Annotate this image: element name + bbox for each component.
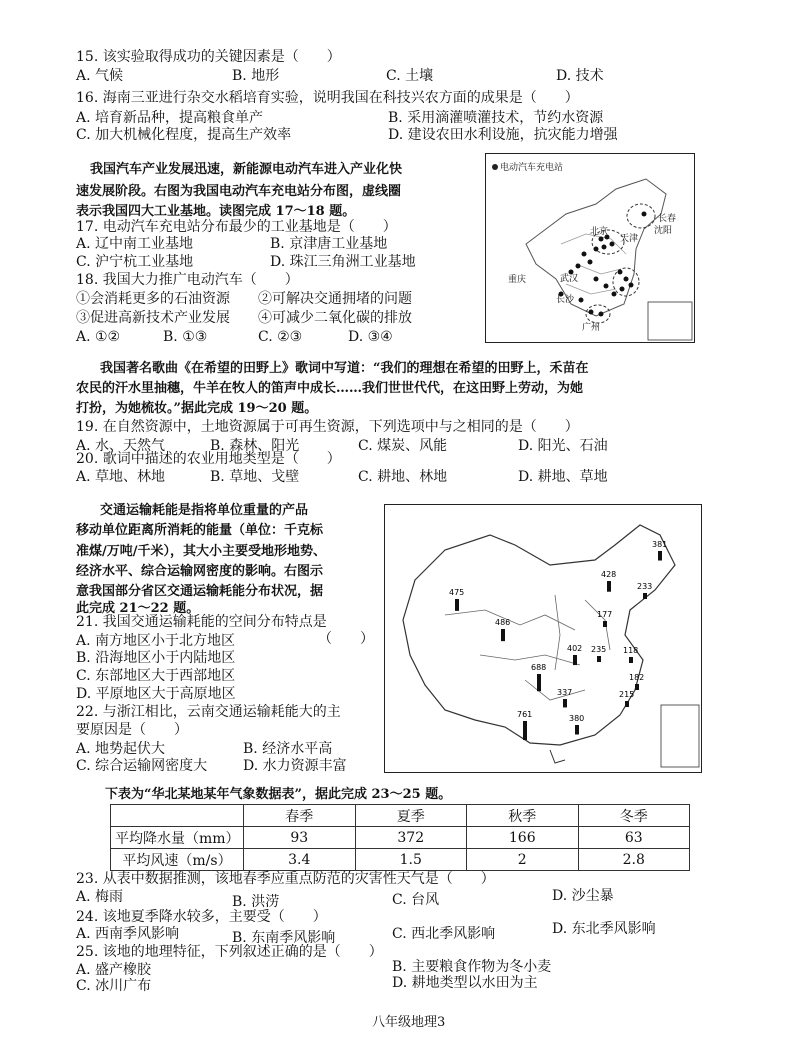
table-header-cell: 冬季: [578, 805, 690, 827]
q18-item-2: ②可解决交通拥堵的问题: [258, 291, 412, 307]
table-cell: 2: [467, 849, 579, 871]
q21-answer-paren: （ ）: [318, 631, 374, 647]
q25-option-a: A. 盛产橡胶: [76, 962, 152, 978]
table-header-row: [111, 805, 690, 827]
energy-bar: [607, 581, 611, 592]
q18-option-c: C. ②③: [258, 329, 303, 345]
q23-option-a: A. 梅雨: [76, 889, 124, 905]
map-label-wuhan: 武汉: [560, 274, 579, 284]
q19-stem: 19. 在自然资源中，土地资源属于可再生资源，下列选项中与之相同的是（ ）: [76, 419, 579, 435]
q24-option-c: C. 西北季风影响: [392, 926, 496, 942]
passage3-line-3: 准煤/万吨/千米），其大小主要受地形地势、: [76, 544, 326, 559]
energy-value-label: 233: [637, 582, 653, 591]
energy-bar: [501, 629, 505, 641]
table-cell: 93: [244, 827, 356, 849]
q17-option-c: C. 沪宁杭工业基地: [76, 254, 194, 270]
energy-bar: [573, 655, 577, 665]
ev-map-graphic: [486, 154, 694, 342]
q21-option-b: B. 沿海地区小于内陆地区: [76, 650, 236, 666]
map-label-guangzhou: 广州: [582, 323, 601, 333]
q19-option-a: A. 水、天然气: [76, 438, 166, 454]
table-row: [111, 849, 690, 871]
q16-option-c: C. 加大机械化程度，提高生产效率: [76, 127, 292, 143]
table-cell: 372: [355, 827, 467, 849]
q20-option-d: D. 耕地、草地: [518, 469, 608, 485]
q19-option-c: C. 煤炭、风能: [358, 438, 448, 454]
energy-value-label: 475: [449, 588, 465, 597]
q22-option-a: A. 地势起伏大: [76, 741, 166, 757]
energy-value-label: 381: [652, 540, 668, 549]
q23-option-c: C. 台风: [392, 892, 440, 908]
q22-option-b: B. 经济水平高: [243, 741, 333, 757]
table-header-cell: 秋季: [467, 805, 579, 827]
energy-value-label: 380: [569, 714, 585, 723]
table-header-cell: [111, 805, 244, 827]
q18-stem: 18. 我国大力推广电动汽车（ ）: [76, 272, 299, 288]
table-row-label: 平均风速（m/s）: [111, 849, 244, 871]
q18-option-b: B. ①③: [163, 329, 208, 345]
q15-option-b: B. 地形: [232, 68, 280, 84]
table-cell: 63: [578, 827, 690, 849]
energy-value-label: 688: [531, 663, 547, 672]
passage1-line-2: 速发展阶段。右图为我国电动汽车充电站分布图，虚线圈: [76, 184, 402, 199]
q21-stem: 21. 我国交通运输耗能的空间分布特点是: [76, 614, 327, 630]
q21-option-d: D. 平原地区大于高原地区: [76, 686, 236, 702]
q17-option-d: D. 珠江三角洲工业基地: [270, 254, 416, 270]
q22-stem-line-2: 要原因是（ ）: [76, 722, 188, 738]
energy-bar: [537, 674, 541, 691]
energy-bar: [629, 657, 633, 663]
table-cell: 2.8: [578, 849, 690, 871]
table-header-cell: 春季: [244, 805, 356, 827]
q17-stem: 17. 电动汽车充电站分布最少的工业基地是（ ）: [76, 219, 397, 235]
q24-option-b: B. 东南季风影响: [232, 930, 336, 946]
passage2-line-3: 打扮，为她梳妆。”据此完成 19～20 题。: [76, 401, 318, 416]
q25-option-c: C. 冰川广布: [76, 978, 152, 994]
q17-option-b: B. 京津唐工业基地: [270, 236, 388, 252]
q16-stem: 16. 海南三亚进行杂交水稻培育实验，说明我国在科技兴农方面的成果是（ ）: [76, 90, 579, 106]
q23-option-d: D. 沙尘暴: [552, 888, 614, 904]
q20-option-a: A. 草地、林地: [76, 469, 166, 485]
passage3-line-5: 意我国部分省区交通运输耗能分布状况，据: [76, 584, 324, 599]
q16-option-d: D. 建设农田水利设施，抗灾能力增强: [388, 127, 618, 143]
q19-option-d: D. 阳光、石油: [518, 438, 608, 454]
q22-stem-line-1: 22. 与浙江相比，云南交通运输耗能大的主: [76, 704, 341, 720]
passage1-line-1: 我国汽车产业发展迅速，新能源电动汽车进入产业化快: [90, 162, 403, 177]
passage3-line-4: 经济水平、综合运输网密度的影响。右图示: [76, 564, 324, 579]
q19-option-b: B. 森林、阳光: [210, 438, 300, 454]
energy-value-label: 337: [557, 688, 573, 697]
map-label-changsha: 长沙: [556, 295, 575, 305]
passage4-line: 下表为“华北某地某年气象数据表”，据此完成 23～25 题。: [105, 787, 452, 802]
energy-bar: [575, 725, 579, 735]
q20-stem: 20. 歌词中描述的农业用地类型是（ ）: [76, 451, 341, 467]
q15-option-c: C. 土壤: [386, 68, 434, 84]
energy-value-label: 182: [629, 673, 645, 682]
energy-bars: [385, 505, 701, 772]
map-label-changchun: 长春: [658, 214, 677, 224]
passage2-line-2: 农民的汗水里抽穗，牛羊在牧人的笛声中成长……我们世世代代，在这田野上劳动，为她: [76, 381, 584, 396]
map-label-tianjin: 天津: [620, 234, 639, 244]
ev-map-title: 电动汽车充电站: [500, 163, 564, 173]
q18-option-d: D. ③④: [348, 329, 393, 345]
q18-item-3: ③促进高新技术产业发展: [76, 310, 230, 326]
q25-option-d: D. 耕地类型以水田为主: [392, 975, 538, 991]
q21-option-a: A. 南方地区小于北方地区: [76, 633, 236, 649]
energy-bar: [643, 593, 647, 599]
energy-bar: [658, 551, 662, 561]
passage3-line-6: 此完成 21～22 题。: [76, 601, 200, 616]
q23-option-b: B. 洪涝: [232, 894, 280, 910]
q17-option-a: A. 辽中南工业基地: [76, 236, 194, 252]
energy-bar: [603, 621, 607, 627]
energy-bar: [563, 699, 567, 707]
q15-stem: 15. 该实验取得成功的关键因素是（ ）: [76, 49, 341, 65]
table-header-cell: 夏季: [355, 805, 467, 827]
q25-option-b: B. 主要粮食作物为冬小麦: [392, 959, 552, 975]
energy-value-label: 177: [597, 610, 613, 619]
energy-value-label: 118: [623, 646, 639, 655]
q18-item-4: ④可减少二氧化碳的排放: [258, 310, 412, 326]
q20-option-b: B. 草地、戈壁: [210, 469, 300, 485]
q24-option-a: A. 西南季风影响: [76, 926, 180, 942]
energy-value-label: 235: [591, 645, 607, 654]
q15-option-d: D. 技术: [556, 68, 604, 84]
q24-option-d: D. 东北季风影响: [552, 921, 656, 937]
q24-stem: 24. 该地夏季降水较多，主要受（ ）: [76, 909, 327, 925]
climate-data-table: [110, 804, 690, 871]
table-cell: 166: [467, 827, 579, 849]
energy-bar: [455, 599, 459, 611]
passage1-line-3: 表示我国四大工业基地。读图完成 17～18 题。: [76, 204, 356, 219]
q20-option-c: C. 耕地、林地: [358, 469, 448, 485]
q22-option-c: C. 综合运输网密度大: [76, 758, 208, 774]
table-row-label: 平均降水量（mm）: [111, 827, 244, 849]
energy-value-label: 402: [567, 644, 583, 653]
energy-bar: [597, 656, 601, 662]
q15-option-a: A. 气候: [76, 68, 124, 84]
table-row: [111, 827, 690, 849]
passage2-line-1: 我国著名歌曲《在希望的田野上》歌词中写道：“我们的理想在希望的田野上，禾苗在: [100, 361, 589, 376]
map-label-chongqing: 重庆: [508, 275, 527, 285]
passage3-line-1: 交通运输耗能是指将单位重量的产品: [100, 503, 309, 518]
q21-option-c: C. 东部地区大于西部地区: [76, 668, 236, 684]
map-label-beijing: 北京: [590, 227, 609, 237]
q23-stem: 23. 从表中数据推测，该地春季应重点防范的灾害性天气是（ ）: [76, 871, 495, 887]
q16-option-a: A. 培育新品种，提高粮食单产: [76, 110, 264, 126]
q18-item-1: ①会消耗更多的石油资源: [76, 291, 230, 307]
q25-stem: 25. 该地的地理特征，下列叙述正确的是（ ）: [76, 944, 383, 960]
energy-value-label: 761: [517, 710, 533, 719]
transport-energy-map: [384, 504, 702, 773]
passage3-line-2: 移动单位距离所消耗的能量（单位：千克标: [76, 523, 324, 538]
energy-value-label: 486: [495, 618, 511, 627]
page-footer: 八年级地理3: [372, 1015, 446, 1030]
energy-bar: [523, 721, 527, 740]
map-label-shenyang: 沈阳: [654, 226, 673, 236]
q22-option-d: D. 水力资源丰富: [243, 758, 347, 774]
energy-value-label: 428: [601, 570, 617, 579]
table-cell: 3.4: [244, 849, 356, 871]
ev-charging-map: [485, 153, 695, 343]
q16-option-b: B. 采用滴灌喷灌技术，节约水资源: [388, 110, 604, 126]
energy-bar: [625, 701, 629, 707]
q18-option-a: A. ①②: [76, 329, 121, 345]
energy-bar: [635, 684, 639, 690]
table-cell: 1.5: [355, 849, 467, 871]
energy-value-label: 215: [619, 690, 635, 699]
